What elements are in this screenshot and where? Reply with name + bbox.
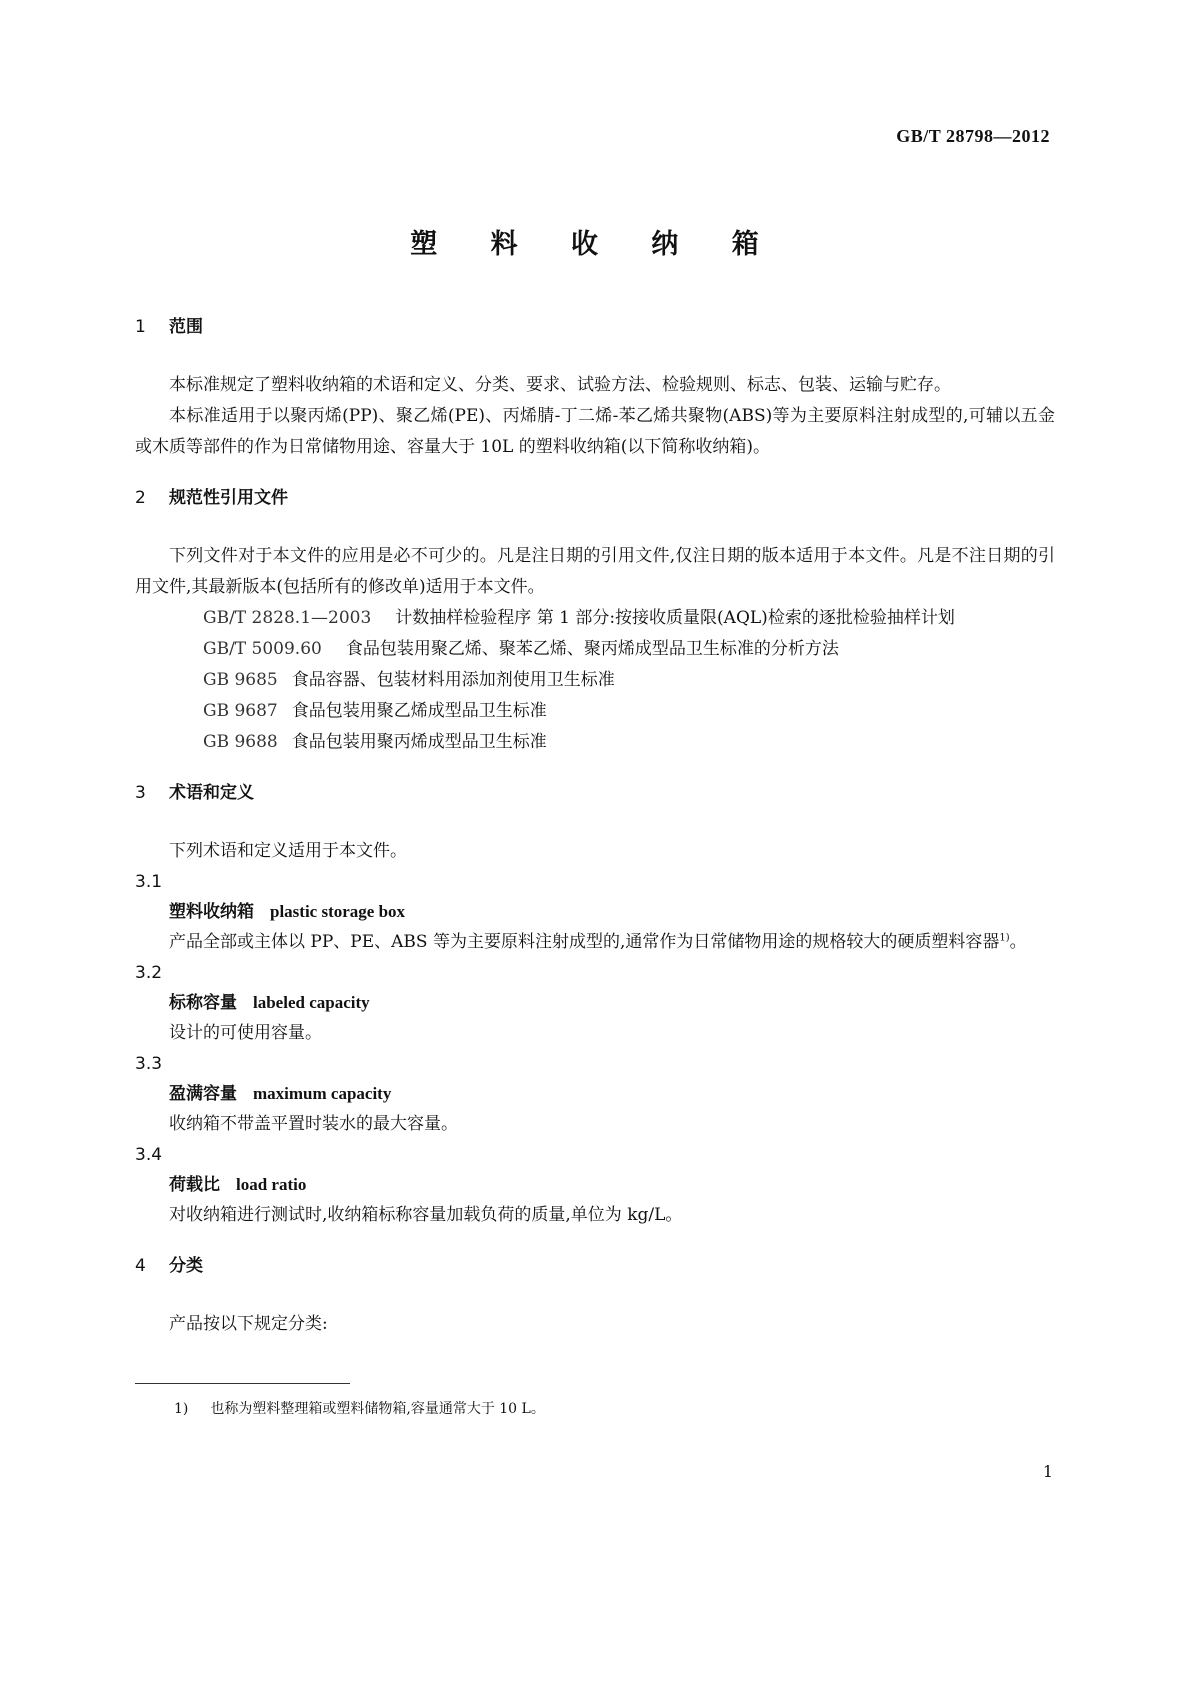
term-entry <box>135 897 1055 927</box>
paragraph: 下列术语和定义适用于本文件。 <box>169 841 407 861</box>
footnote-marker[interactable]: 1) <box>999 932 1010 944</box>
term-definition: 产品全部或主体以 PP、PE、ABS 等为主要原料注射成型的,通常作为日常储物用途的规格较大的硬质塑料容器$^{1)}$。 <box>169 932 1027 952</box>
reference-item <box>135 603 1055 634</box>
term-number: 3.4 <box>135 1145 163 1165</box>
reference-code: GB 9687 <box>203 701 278 721</box>
section-number: 3 <box>135 783 146 803</box>
section-number: 4 <box>135 1256 146 1276</box>
term-entry <box>135 988 1055 1018</box>
term-number: 3.1 <box>135 872 163 892</box>
term-en: load ratio <box>236 1175 307 1194</box>
footnote <box>174 1398 545 1418</box>
footnote-divider <box>135 1383 350 1384</box>
document-body <box>135 312 1055 1340</box>
reference-title: 食品包装用聚乙烯成型品卫生标准 <box>291 701 547 721</box>
reference-item <box>135 696 1055 727</box>
reference-title: 计数抽样检验程序 第 1 部分:按接收质量限(AQL)检索的逐批检验抽样计划 <box>395 608 955 628</box>
reference-item <box>135 634 1055 665</box>
section-1-heading <box>135 312 1055 342</box>
section-4-heading <box>135 1251 1055 1281</box>
reference-item <box>135 665 1055 696</box>
paragraph: 本标准规定了塑料收纳箱的术语和定义、分类、要求、试验方法、检验规则、标志、包装、运输与贮存。 <box>169 375 951 395</box>
section-title: 分类 <box>169 1256 203 1276</box>
term-number: 3.2 <box>135 963 163 983</box>
section-title: 术语和定义 <box>169 783 254 803</box>
footnote-text: 也称为塑料整理箱或塑料储物箱,容量通常大于 10 L。 <box>210 1401 545 1417</box>
term-zh: 荷载比 <box>169 1175 220 1195</box>
reference-code: GB/T 5009.60 <box>203 639 322 659</box>
section-number: 1 <box>135 317 146 337</box>
footnote-mark: 1) <box>174 1401 189 1417</box>
paragraph: 产品按以下规定分类: <box>169 1314 328 1334</box>
term-en: maximum capacity <box>253 1084 392 1103</box>
reference-item <box>135 727 1055 758</box>
reference-title: 食品包装用聚丙烯成型品卫生标准 <box>291 732 547 752</box>
section-2-heading <box>135 483 1055 513</box>
term-zh: 塑料收纳箱 <box>169 902 254 922</box>
page-number: 1 <box>1042 1462 1053 1481</box>
term-definition: 对收纳箱进行测试时,收纳箱标称容量加载负荷的质量,单位为 kg/L。 <box>169 1205 683 1225</box>
term-definition: 设计的可使用容量。 <box>169 1023 322 1043</box>
term-entry <box>135 1079 1055 1109</box>
section-title: 规范性引用文件 <box>169 488 288 508</box>
reference-title: 食品包装用聚乙烯、聚苯乙烯、聚丙烯成型品卫生标准的分析方法 <box>345 639 839 659</box>
term-number: 3.3 <box>135 1054 163 1074</box>
paragraph: 下列文件对于本文件的应用是必不可少的。凡是注日期的引用文件,仅注日期的版本适用于本文件。凡是不注日期的引用文件,其最新版本(包括所有的修改单)适用于本文件。 <box>135 546 1055 597</box>
reference-title: 食品容器、包装材料用添加剂使用卫生标准 <box>291 670 615 690</box>
section-number: 2 <box>135 488 146 508</box>
standard-number: GB/T 28798—2012 <box>896 126 1050 146</box>
reference-code: GB 9685 <box>203 670 278 690</box>
term-en: plastic storage box <box>270 902 406 921</box>
document-title: 塑 料 收 纳 箱 <box>410 229 781 260</box>
term-definition: 收纳箱不带盖平置时装水的最大容量。 <box>169 1114 458 1134</box>
reference-code: GB 9688 <box>203 732 278 752</box>
reference-code: GB/T 2828.1—2003 <box>203 608 372 628</box>
section-3-heading <box>135 778 1055 808</box>
paragraph: 本标准适用于以聚丙烯(PP)、聚乙烯(PE)、丙烯腈-丁二烯-苯乙烯共聚物(ABS)等为主要原料注射成型的,可辅以五金或木质等部件的作为日常储物用途、容量大于 10L 的塑料收纳箱(以下简称收纳箱)。 <box>135 406 1055 457</box>
term-entry <box>135 1170 1055 1200</box>
term-en: labeled capacity <box>253 993 370 1012</box>
term-zh: 标称容量 <box>169 993 237 1013</box>
section-title: 范围 <box>169 317 203 337</box>
term-zh: 盈满容量 <box>169 1084 237 1104</box>
